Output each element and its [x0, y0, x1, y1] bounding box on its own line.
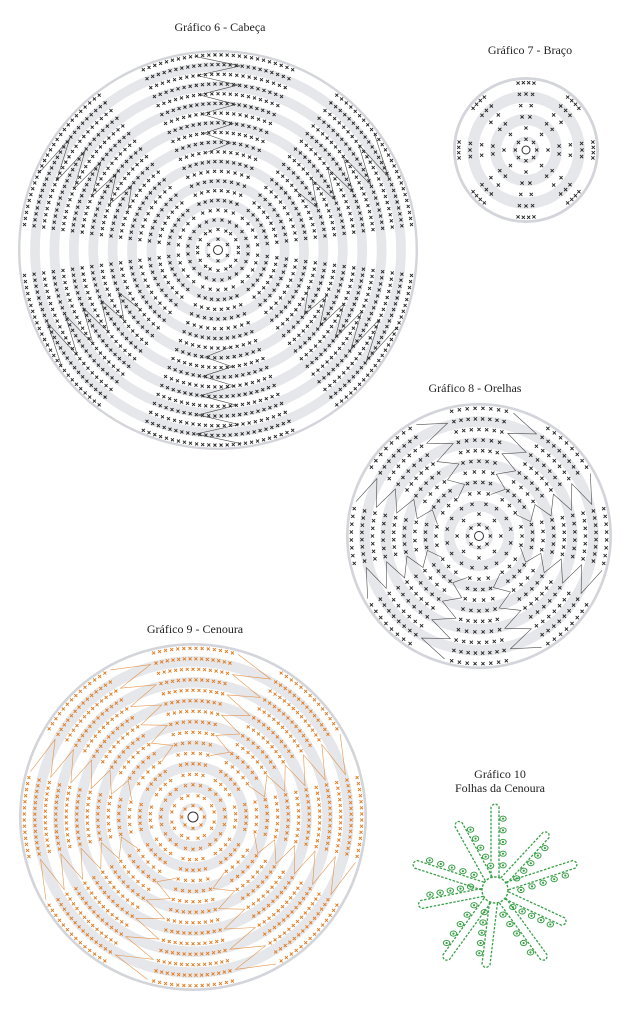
leaf-bobble-dot: [479, 847, 481, 849]
leaf-bobble-dot: [502, 829, 504, 831]
leaf-bobble-dot: [537, 855, 539, 857]
leaf-bobble-dot: [469, 829, 471, 831]
leaf-bobble-dot: [452, 932, 454, 934]
leaf-bobble-dot: [445, 942, 447, 944]
leaf-bobble-dot: [466, 914, 468, 916]
leaf-bobble-dot: [451, 866, 453, 868]
chart-6-head-diagram: [18, 50, 418, 450]
center-area: [208, 240, 228, 260]
leaf-bobble-dot: [481, 932, 483, 934]
leaf-bobble-dot: [459, 888, 461, 890]
leaf-bobble-dot: [473, 904, 475, 906]
leaf-bobble-dot: [482, 921, 484, 923]
leaf-bobble-dot: [429, 894, 431, 896]
leaf-bobble-dot: [502, 864, 504, 866]
leaf-bobble-dot: [440, 863, 442, 865]
leaf-bobble-dot: [502, 818, 504, 820]
leaf-bobble-dot: [531, 885, 533, 887]
leaf-bobble-dot: [490, 865, 492, 867]
leaf-bobble-dot: [544, 847, 546, 849]
leaf-bobble-dot: [530, 915, 532, 917]
chart-9-title: Gráfico 9 - Cenoura: [146, 622, 244, 636]
leaf-bobble-dot: [478, 952, 480, 954]
leaf-bobble-dot: [449, 890, 451, 892]
leaf-bobble-dot: [502, 841, 504, 843]
leaf-bobble-dot: [523, 870, 525, 872]
leaf-bobble-dot: [529, 951, 531, 953]
leaf-bobble-dot: [479, 942, 481, 944]
chart-6-title: Gráfico 6 - Cabeça: [174, 20, 266, 34]
chart-8-title: Gráfico 8 - Orelhas: [428, 381, 522, 395]
leaf-bobble-dot: [429, 859, 431, 861]
chart-7-title: Gráfico 7 - Braço: [487, 43, 573, 57]
leaf-bobble-dot: [522, 942, 524, 944]
leaf-bobble-dot: [549, 923, 551, 925]
leaf-bobble-dot: [530, 862, 532, 864]
chart-10-title: Gráfico 10: [474, 767, 526, 781]
leaf-bobble-dot: [540, 919, 542, 921]
chart-10-carrot-leaves-diagram: [413, 804, 577, 967]
leaf-bobble-dot: [439, 892, 441, 894]
leaf-bobble-dot: [553, 878, 555, 880]
leaf-center-ring: [482, 877, 508, 903]
leaf-bobble-dot: [459, 923, 461, 925]
chart-8-ears-diagram: [346, 403, 612, 669]
leaf-bobble-dot: [521, 910, 523, 912]
leaf-bobble-dot: [542, 882, 544, 884]
leaf-bobble-dot: [473, 874, 475, 876]
leaf-bobble-dot: [474, 838, 476, 840]
leaf-bobble-dot: [502, 914, 504, 916]
leaf-bobble-dot: [516, 932, 518, 934]
leaf-bobble-dot: [462, 870, 464, 872]
leaf-bobble-dot: [485, 856, 487, 858]
chart-7-arm-diagram: [453, 77, 599, 223]
chart-9-carrot-diagram: [19, 643, 367, 991]
chart-10-subtitle: Folhas da Cenoura: [455, 781, 545, 795]
leaf-bobble-dot: [520, 889, 522, 891]
leaf-bobble-dot: [509, 923, 511, 925]
leaf-bobble-dot: [564, 874, 566, 876]
leaf-chain: [499, 898, 547, 960]
leaf-bobble-dot: [502, 853, 504, 855]
